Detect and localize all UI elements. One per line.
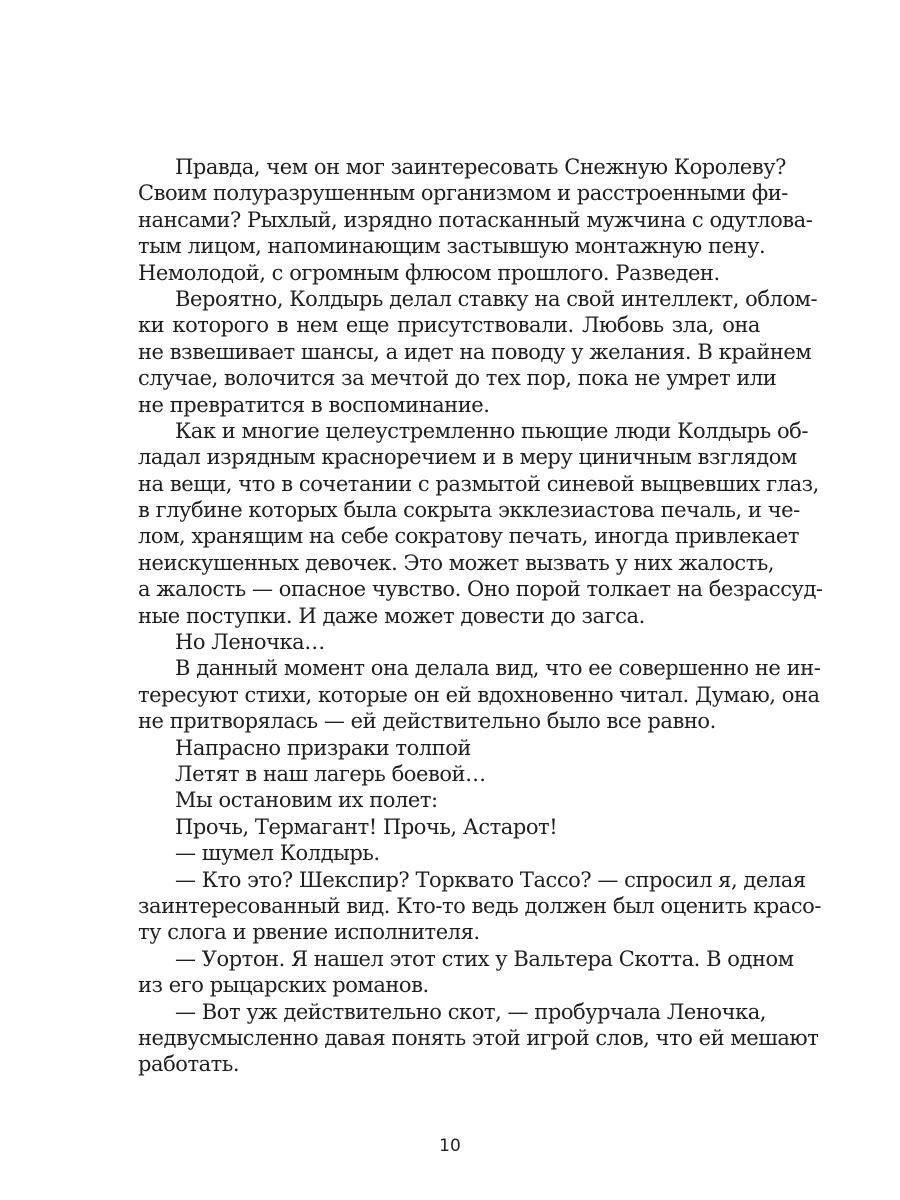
page-body	[138, 154, 823, 1078]
poem-line: Прочь, Термагант! Прочь, Астарот!	[175, 814, 558, 839]
text-line: нансами? Рыхлый, изрядно потасканный мужчина с одутлова-	[138, 207, 813, 232]
text-line: — шумел Колдырь.	[175, 841, 380, 866]
text-line: не притворялась — ей действительно было все равно.	[138, 709, 716, 734]
text-line: заинтересованный вид. Кто-то ведь должен был оценить красо-	[138, 893, 821, 918]
text-line: неискушенных девочек. Это может вызвать у них жалость,	[138, 550, 775, 575]
page-number: 10	[439, 1136, 461, 1156]
text-line: ки которого в нем еще присутствовали. Любовь зла, она	[138, 313, 760, 338]
text-line: случае, волочится за мечтой до тех пор, пока не умрет или	[138, 366, 777, 391]
text-line: тым лицом, напоминающим застывшую монтажную пену.	[138, 234, 766, 259]
text-line: — Кто это? Шекспир? Торквато Тассо? — спросил я, делая	[175, 867, 806, 892]
text-line: — Уортон. Я нашел этот стих у Вальтера Скотта. В одном	[175, 946, 794, 971]
text-line: ту слога и рвение исполнителя.	[138, 920, 480, 945]
text-line: на вещи, что в сочетании с размытой синевой выцвевших глаз,	[138, 471, 819, 496]
poem-line: Напрасно призраки толпой	[175, 735, 471, 760]
text-line: Вероятно, Колдырь делал ставку на свой интеллект, облом-	[175, 286, 818, 311]
text-line: Как и многие целеустремленно пьющие люди Колдырь об-	[175, 418, 809, 443]
text-line: Немолодой, с огромным флюсом прошлого. Разведен.	[138, 260, 720, 285]
text-line: лом, хранящим на себе сократову печать, иногда привлекает	[138, 524, 800, 549]
text-line: недвусмысленно давая понять этой игрой слов, что ей мешают	[138, 1025, 819, 1050]
text-line: не превратится в воспоминание.	[138, 392, 490, 417]
text-line: в глубине которых была сокрыта экклезиастова печаль, и че-	[138, 498, 800, 523]
text-line: ные поступки. И даже может довести до загса.	[138, 603, 645, 628]
text-line: работать.	[138, 1052, 240, 1077]
text-line: тересуют стихи, которые он ей вдохновенно читал. Думаю, она	[138, 682, 820, 707]
text-line: из его рыцарских романов.	[138, 973, 429, 998]
text-line: Но Леночка…	[175, 630, 325, 655]
text-line: — Вот уж действительно скот, — пробурчала Леночка,	[175, 999, 767, 1024]
poem-line: Мы остановим их полет:	[175, 788, 438, 813]
text-line: не взвешивает шансы, а идет на поводу у желания. В крайнем	[138, 339, 812, 364]
text-line: Правда, чем он мог заинтересовать Снежную Королеву?	[175, 155, 786, 179]
text-line: В данный момент она делала вид, что ее совершенно не ин-	[175, 656, 821, 681]
poem-line: Летят в наш лагерь боевой…	[175, 761, 486, 786]
text-line: Своим полуразрушенным организмом и расстроенными фи-	[138, 181, 788, 206]
text-line: ладал изрядным красноречием и в меру циничным взглядом	[138, 445, 797, 470]
text-line: а жалость — опасное чувство. Оно порой толкает на безрассуд-	[138, 577, 823, 602]
